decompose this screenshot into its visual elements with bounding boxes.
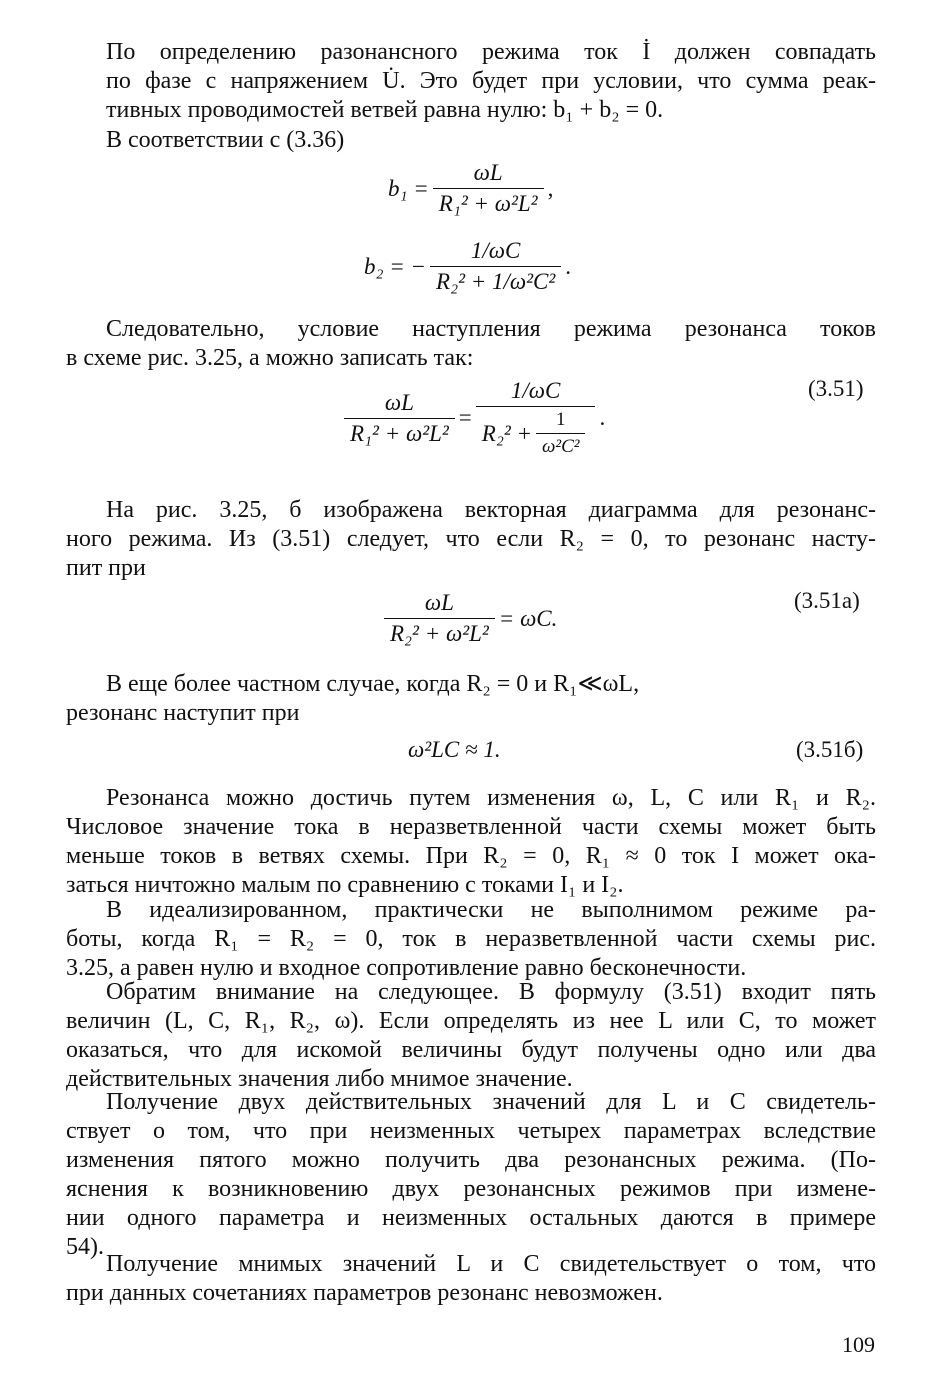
text-line: изменения пятого можно получить два резонансных режима. (По-	[66, 1147, 876, 1173]
text-line: Резонанса можно достичь путем изменения ω, L, C или R₁ и R₂.	[106, 785, 876, 811]
equation-number-3-51a: (3.51а)	[794, 588, 860, 613]
text-line: боты, когда R₁ = R₂ = 0, ток в неразветвленной части схемы рис.	[66, 926, 876, 952]
text-line: 3.25, а равен нулю и входное сопротивление равно бесконечности.	[66, 955, 747, 981]
text-line: Получение двух действительных значений для L и C свидетель-	[106, 1089, 876, 1115]
text-line: В соответствии с (3.36)	[106, 127, 345, 153]
paragraph-reference	[66, 126, 876, 155]
paragraph-special-case	[66, 670, 876, 728]
text-line: оказаться, что для искомой величины будут получены одно или два	[66, 1037, 876, 1063]
text-line: тивных проводимостей ветвей равна нулю: b₁ + b₂ = 0.	[106, 97, 664, 123]
paragraph-five-quantities	[66, 978, 876, 1094]
text-line: ствует о том, что при неизменных четырех параметрах вследствие	[66, 1118, 876, 1144]
paragraph-idealized-mode	[66, 896, 876, 983]
text-line: 54).	[66, 1234, 104, 1260]
paragraph-imaginary-values	[66, 1250, 876, 1308]
paragraph-two-real-values	[66, 1088, 876, 1262]
text-line: Следовательно, условие наступления режима резонанса токов	[106, 316, 876, 342]
equation-3-51a: $\frac{\omega L}{\text{R₂² + ω²L²}}$ = ωC.	[380, 590, 557, 647]
text-line: величин (L, C, R₁, R₂, ω). Если определять из нее L или C, то может	[66, 1008, 876, 1034]
text-line: заться ничтожно малым по сравнению с токами I₁ и I₂.	[66, 872, 624, 898]
text-line: Получение мнимых значений L и C свидетельствует о том, что	[106, 1251, 876, 1277]
text-line: ного режима. Из (3.51) следует, что если R₂ = 0, то резонанс насту-	[66, 526, 876, 552]
paragraph-achieve-resonance	[66, 784, 876, 900]
paragraph-resonance-definition	[66, 38, 876, 125]
text-line: меньше токов в ветвях схемы. При R₂ = 0, R₁ ≈ 0 ток I может ока-	[66, 843, 876, 869]
equation-3-51b: ω²LC ≈ 1.	[408, 737, 501, 762]
text-line: действительных значения либо мнимое значение.	[66, 1066, 573, 1092]
text-line: при данных сочетаниях параметров резонанс невозможен.	[66, 1280, 663, 1306]
equation-number-3-51b: (3.51б)	[796, 737, 864, 762]
text-line: Числовое значение тока в неразветвленной части схемы может быть	[66, 814, 876, 840]
text-line: пит при	[66, 555, 146, 581]
paragraph-vector-diagram	[66, 496, 876, 583]
text-line: в схеме рис. 3.25, а можно записать так:	[66, 345, 474, 371]
equation-b1: b₁ = $\frac{\omega L}{\text{R₁² + ω²L²}}$ ,	[388, 160, 554, 216]
text-line: резонанс наступит при	[66, 700, 300, 726]
text-line: В идеализированном, практически не выполнимом режиме ра-	[106, 897, 876, 923]
text-line: нии одного параметра и неизменных остальных даются в примере	[66, 1205, 876, 1231]
text-line: яснения к возникновению двух резонансных режимов при измене-	[66, 1176, 876, 1202]
text-line: по фазе с напряжением U̇. Это будет при условии, что сумма реак-	[106, 68, 876, 94]
text-line: Обратим внимание на следующее. В формулу (3.51) входит пять	[106, 979, 876, 1005]
equation-number-3-51: (3.51)	[808, 376, 864, 401]
equation-b2: b₂ = − $\frac{1/\omega C}{\text{R₂² + 1/ω²C²}}$ .	[364, 238, 572, 294]
page-number: 109	[842, 1332, 875, 1357]
text-line: На рис. 3.25, б изображена векторная диаграмма для резонанс-	[106, 497, 876, 523]
text-line: По определению разонансного режима ток İ должен совпадать	[106, 39, 876, 65]
text-line: В еще более частном случае, когда R₂ = 0 и R₁≪ωL,	[106, 671, 640, 697]
paragraph-resonance-condition	[66, 315, 876, 373]
equation-3-51: $\frac{\omega L}{\text{R₁² + ω²L²}}$ = 1/ωC R₂² + $\frac{1}{\text{ω²C²}}$ .	[340, 378, 605, 458]
